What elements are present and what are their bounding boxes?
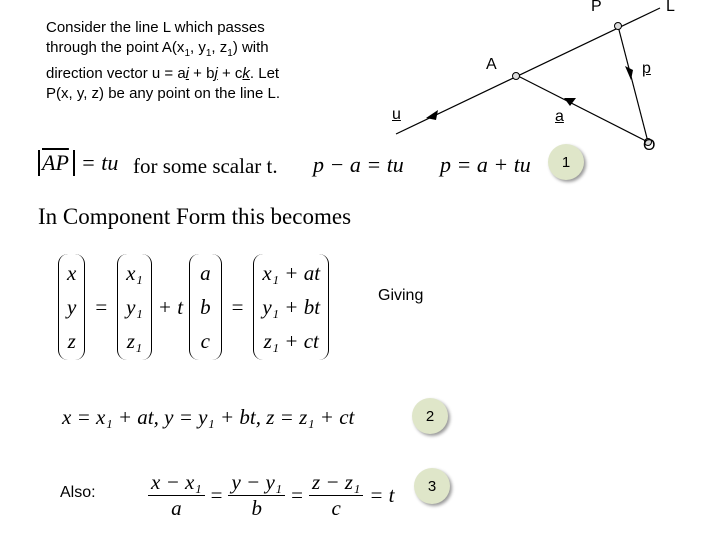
scalar-text: for some scalar t. (133, 154, 278, 178)
matrix-point-a: x₁ y₁ z₁ (117, 254, 152, 360)
matrix-direction: a b c (189, 254, 222, 360)
parametric-equations: x = x₁ + at, y = y₁ + bt, z = z₁ + ct (62, 405, 355, 429)
equation-ap-tu: $\overline{AP}$ = tu (38, 150, 118, 176)
vector-a (518, 76, 648, 142)
intro-line-1: Consider the line L which passes (46, 19, 265, 36)
component-heading: In Component Form this becomes (38, 204, 352, 229)
fraction-x: $\frac{\text{x − x₁}}{a}$ (148, 470, 205, 521)
label-L: L (666, 0, 675, 15)
vector-ap-magnitude: $\overline{AP}$ (38, 150, 75, 176)
label-u: u (392, 106, 401, 123)
equation-badge-3: 3 (414, 468, 450, 504)
intro-line-3: direction vector u = ai + bj + ck. Let (46, 65, 280, 82)
matrix-xyz: x y z (58, 254, 85, 360)
label-P: P (591, 0, 602, 15)
equation-badge-2: 2 (412, 398, 448, 434)
label-A: A (486, 56, 497, 73)
label-O: O (643, 137, 656, 154)
symmetric-equations: $\frac{\text{x − x₁}}{a}$ = $\frac{\text{y − y₁}}{b}$ = $\frac{\text{z − z₁}}{c}$ = t (148, 470, 395, 521)
matrix-equation: x y z = x₁ y₁ z₁ + t a b c = x₁ + at y₁ + bt z₁ + ct (58, 254, 329, 360)
fraction-y: $\frac{\text{y − y₁}}{b}$ (228, 470, 285, 521)
fraction-z: $\frac{\text{z − z₁}}{c}$ (309, 470, 363, 521)
vector-equation-2: p = a + tu (440, 152, 531, 177)
matrix-result: x₁ + at y₁ + bt z₁ + ct (253, 254, 329, 360)
equation-badge-1: 1 (548, 144, 584, 180)
intro-line-2: through the point $A(x_1$, $y_1$, $z_1$) with (46, 39, 269, 59)
also-label: Also: (60, 484, 96, 501)
intro-line-4: P(x, y, z) be any point on the line L. (46, 85, 281, 102)
vector-p (618, 26, 648, 142)
label-p: p (642, 60, 651, 77)
vector-equation-1: p − a = tu (313, 152, 404, 177)
giving-label: Giving (378, 287, 424, 304)
label-a: a (555, 108, 564, 125)
point-A (513, 73, 520, 80)
point-P (615, 23, 622, 30)
